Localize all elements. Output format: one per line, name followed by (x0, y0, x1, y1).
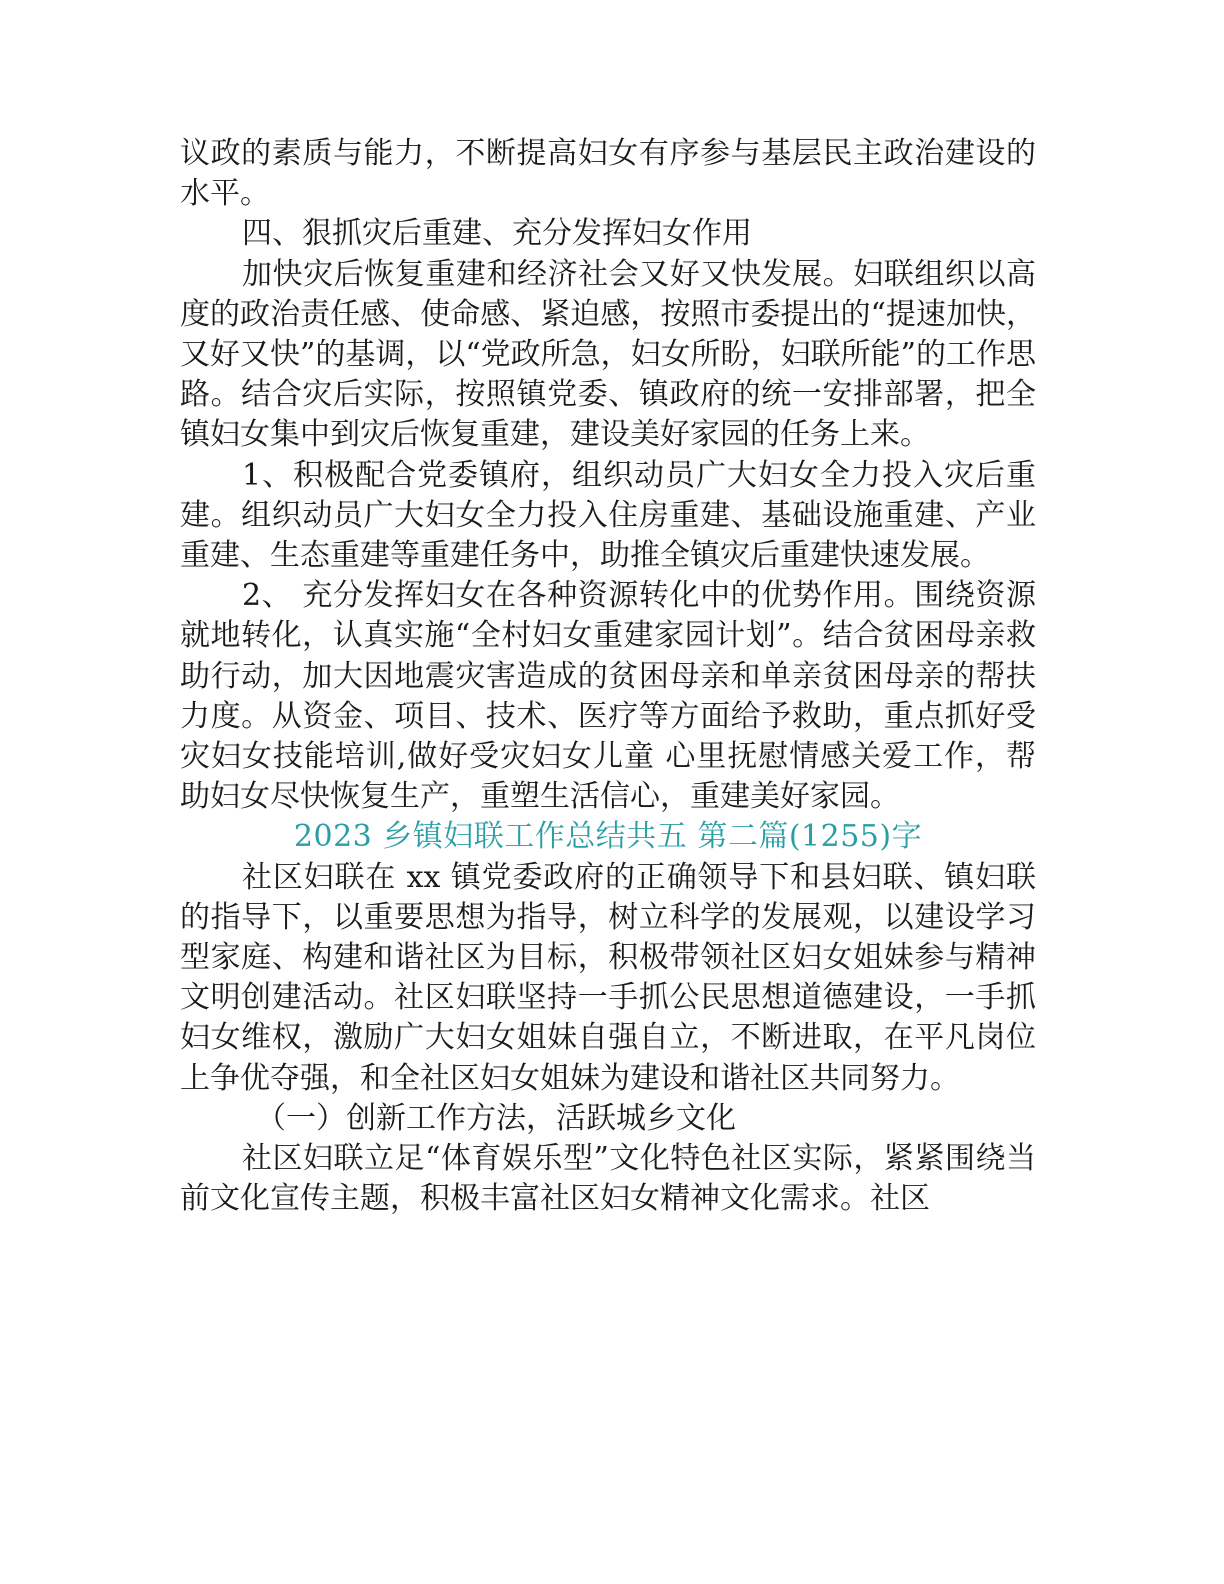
subheading-innovation: （一）创新工作方法，活跃城乡文化 (256, 1100, 736, 1136)
paragraph-continuation: 议政的素质与能力，不断提高妇女有序参与基层民主政治建设的水平。 (180, 136, 1036, 212)
paragraph-reconstruction: 加快灾后恢复重建和经济社会又好又快发展。妇联组织以高度的政治责任感、使命感、紧迫感，按照市委提出的“提速加快，又好又快”的基调，以“党政所急，妇女所盼，妇联所能”的工作思路。结合灾后实际，按照镇党委、镇政府的统一安排部署，把全镇妇女集中到灾后恢复重建，建设美好家园的任务上来。 (180, 256, 1037, 453)
list-item-1: 1、积极配合党委镇府，组织动员广大妇女全力投入灾后重建。组织动员广大妇女全力投入住房重建、基础设施重建、产业重建、生态重建等重建任务中，助推全镇灾后重建快速发展。 (180, 457, 1036, 574)
paragraph-community-womens-federation: 社区妇联在 xx 镇党委政府的正确领导下和县妇联、镇妇联的指导下，以重要思想为指导，树立科学的发展观，以建设学习型家庭、构建和谐社区为目标，积极带领社区妇女姐妹参与精神文明创建活动。社区妇联坚持一手抓公民思想道德建设，一手抓妇女维权，激励广大妇女姐妹自强自立，不断进取，在平凡岗位上争优夺强，和全社区妇女姐妹为建设和谐社区共同努力。 (180, 859, 1036, 1096)
section-heading: 2023 乡镇妇联工作总结共五 第二篇(1255)字 (293, 819, 923, 855)
document-page (180, 134, 1036, 1219)
paragraph-culture: 社区妇联立足“体育娱乐型”文化特色社区实际，紧紧围绕当前文化宣传主题，积极丰富社区妇女精神文化需求。社区 (180, 1141, 1036, 1217)
list-item-2: 2、 充分发挥妇女在各种资源转化中的优势作用。围绕资源就地转化，认真实施“全村妇女重建家园计划”。结合贫困母亲救助行动，加大因地震灾害造成的贫困母亲和单亲贫困母亲的帮扶力度。从资金、项目、技术、医疗等方面给予救助，重点抓好受灾妇女技能培训,做好受灾妇女儿童 心里抚慰情感关爱工作，帮助妇女尽快恢复生产，重塑生活信心，重建美好家园。 (180, 578, 1036, 815)
section-subheading-4: 四、狠抓灾后重建、充分发挥妇女作用 (242, 216, 752, 252)
